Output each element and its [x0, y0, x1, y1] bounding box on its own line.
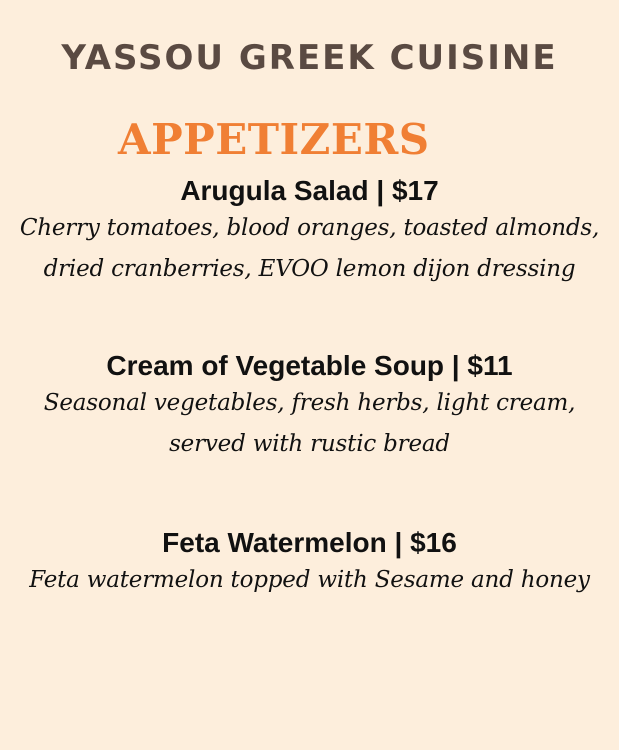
item-description-line: dried cranberries, EVOO lemon dijon dressing: [43, 256, 576, 282]
item-name: Feta Watermelon | $16: [162, 527, 457, 558]
section-title-appetizers: APPETIZERS: [118, 115, 430, 164]
item-description-line: Cherry tomatoes, blood oranges, toasted almonds,: [19, 215, 600, 241]
item-name: Cream of Vegetable Soup | $11: [106, 350, 513, 381]
menu-item-cream-of-vegetable-soup: [0, 349, 619, 465]
item-description-line: served with rustic bread: [169, 431, 450, 457]
item-name: Arugula Salad | $17: [180, 175, 439, 206]
item-description-line: Feta watermelon topped with Sesame and honey: [29, 567, 590, 593]
item-description-line: Seasonal vegetables, fresh herbs, light cream,: [43, 390, 576, 416]
menu-item-arugula-salad: [0, 174, 619, 290]
menu-item-feta-watermelon: [0, 526, 619, 601]
restaurant-name: YASSOU GREEK CUISINE: [61, 38, 558, 78]
